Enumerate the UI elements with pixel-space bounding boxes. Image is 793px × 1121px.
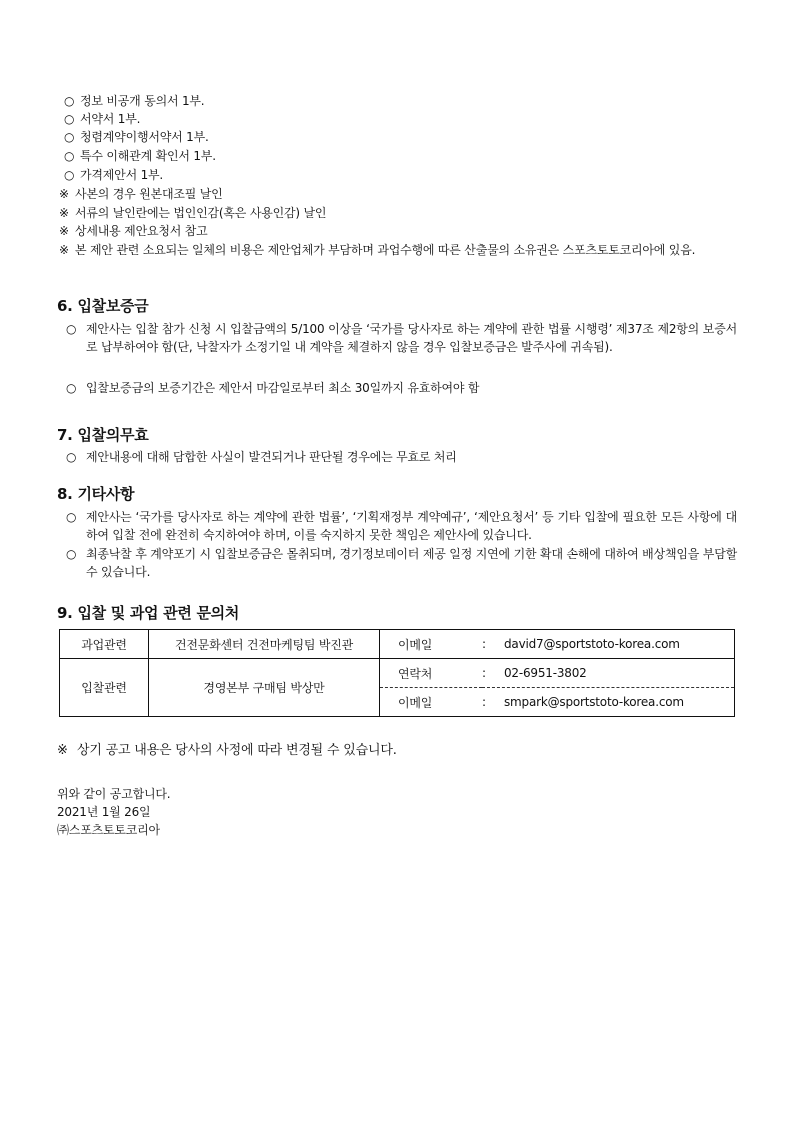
section-item: 입찰보증금의 보증기간은 제안서 마감일로부터 최소 30일까지 유효하여야 함 — [86, 381, 480, 395]
section-item: 제안내용에 대해 담합한 사실이 발견되거나 판단될 경우에는 무효로 처리 — [86, 450, 457, 464]
section-item: 제안사는 입찰 참가 신청 시 입찰금액의 5/100 이상을 ‘국가를 당사자로 하는 계약에 관한 법률 시행령’ 제37조 제2항의 보증서로 납부하여야 함(단, 낙찰자가 소정기일 내 계약을 체결하지 않을 경우 입찰보증금은 발주사에 귀속됨). — [86, 322, 737, 354]
list-item: ○ 특수 이해관계 확인서 1부. — [64, 149, 216, 163]
table-cell-category: 과업관련 — [60, 630, 149, 659]
section-heading: 8. 기타사항 — [57, 485, 135, 503]
table-row — [60, 630, 735, 659]
list-item: ○ 정보 비공개 동의서 1부. — [64, 94, 205, 108]
reference-mark: ※ — [59, 243, 69, 257]
circle-bullet: ○ — [66, 322, 77, 336]
note-item — [59, 241, 75, 259]
reference-mark: ※ — [57, 743, 68, 758]
circle-bullet: ○ — [66, 381, 77, 395]
table-cell-person: 건전문화센터 건전마케팅팀 박진관 — [149, 630, 380, 659]
circle-bullet: ○ — [66, 547, 77, 561]
circle-bullet: ○ — [64, 149, 75, 163]
circle-bullet: ○ — [66, 450, 77, 464]
table-row — [60, 659, 735, 688]
company-name: ㈜스포츠토토코리아 — [57, 823, 160, 837]
circle-bullet: ○ — [64, 112, 75, 126]
note-text-wrapped: 본 제안 관련 소요되는 일체의 비용은 제안업체가 부담하며 과업수행에 따른 산출물의 소유권은 스포츠토토코리아에 있음. — [75, 243, 696, 257]
table-cell-label: 이메일 — [380, 688, 483, 717]
list-item: ○ 청렴계약이행서약서 1부. — [64, 130, 209, 144]
email-link[interactable]: david7@sportstoto-korea.com — [504, 637, 680, 651]
table-cell-person: 경영본부 구매팀 박상만 — [149, 659, 380, 717]
phone-number: 02-6951-3802 — [504, 666, 587, 680]
reference-mark: ※ — [59, 187, 69, 201]
announcement-date: 2021년 1월 26일 — [57, 805, 151, 819]
email-link[interactable]: smpark@sportstoto-korea.com — [504, 695, 684, 709]
section-item: 제안사는 ‘국가를 당사자로 하는 계약에 관한 법률’, ‘기획재정부 계약예규’, ‘제안요청서’ 등 기타 입찰에 필요한 모든 사항에 대하여 입찰 전에 완전히 숙지하여야 하며, 이를 숙지하지 못한 책임은 제안사에 있습니다. — [86, 510, 737, 542]
circle-bullet: ○ — [64, 130, 75, 144]
table-cell-value: : david7@sportstoto-korea.com — [482, 630, 735, 659]
table-cell-label: 연락처 — [380, 659, 483, 688]
reference-mark: ※ — [59, 224, 69, 238]
circle-bullet: ○ — [64, 94, 75, 108]
note-item: ※ 상세내용 제안요청서 참고 — [59, 224, 208, 238]
table-cell-value: : 02-6951-3802 — [482, 659, 735, 688]
list-item: ○ 서약서 1부. — [64, 112, 141, 126]
reference-mark: ※ — [59, 206, 69, 220]
closing-note: ※ 상기 공고 내용은 당사의 사정에 따라 변경될 수 있습니다. — [57, 743, 397, 758]
circle-bullet: ○ — [66, 510, 77, 524]
section-heading: 9. 입찰 및 과업 관련 문의처 — [57, 604, 240, 622]
table-cell-category: 입찰관련 — [60, 659, 149, 717]
section-item: 최종낙찰 후 계약포기 시 입찰보증금은 몰취되며, 경기정보데이터 제공 일정 지연에 기한 확대 손해에 대하여 배상책임을 부담할 수 있습니다. — [86, 547, 737, 579]
closing-statement: 위와 같이 공고합니다. — [57, 787, 171, 801]
table-cell-label: 이메일 — [380, 630, 483, 659]
list-item: ○ 가격제안서 1부. — [64, 168, 164, 182]
contact-table — [59, 629, 735, 717]
table-cell-value: : smpark@sportstoto-korea.com — [482, 688, 735, 717]
note-item: ※ 사본의 경우 원본대조필 날인 — [59, 187, 223, 201]
section-heading: 7. 입찰의무효 — [57, 426, 149, 444]
note-item: ※ 서류의 날인란에는 법인인감(혹은 사용인감) 날인 — [59, 206, 327, 220]
circle-bullet: ○ — [64, 168, 75, 182]
section-heading: 6. 입찰보증금 — [57, 297, 149, 315]
